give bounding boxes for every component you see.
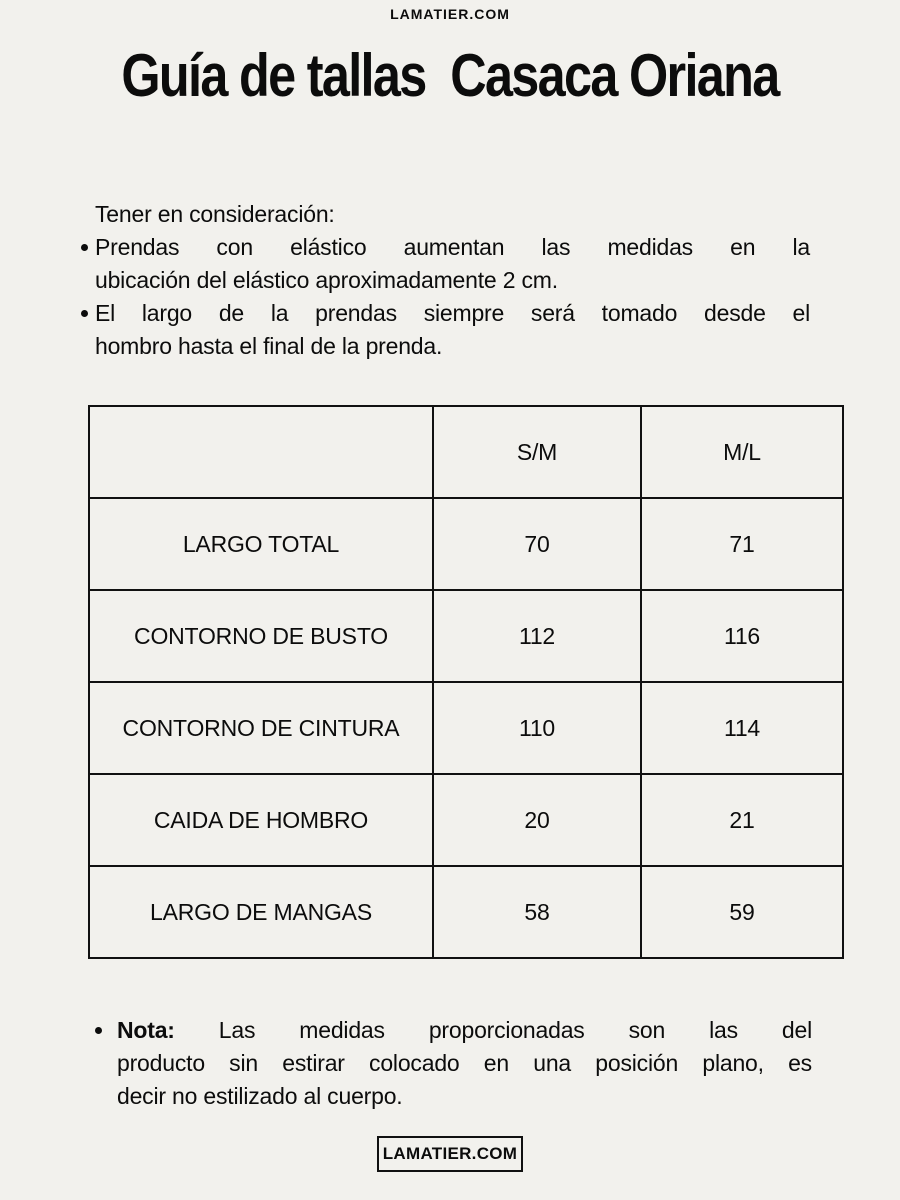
cell-value: 20 — [433, 774, 641, 866]
bullet-item-length — [95, 297, 810, 363]
footer-brand-box — [377, 1136, 523, 1172]
bullet-dot — [81, 244, 88, 251]
cell-value: 110 — [433, 682, 641, 774]
bullet-line: hombro hasta el final de la prenda. — [95, 333, 443, 359]
bullet-line: El largo de la prendas siempre será tomado desde el — [95, 300, 810, 326]
size-table — [88, 405, 844, 959]
row-label: LARGO DE MANGAS — [89, 866, 433, 958]
cell-value: 114 — [641, 682, 843, 774]
cell-value: 21 — [641, 774, 843, 866]
row-label: LARGO TOTAL — [89, 498, 433, 590]
bullet-line: ubicación del elástico aproximadamente 2 cm. — [95, 267, 558, 293]
note-label: Nota: — [117, 1017, 175, 1043]
table-row — [89, 590, 843, 682]
table-row — [89, 866, 843, 958]
row-label: CONTORNO DE BUSTO — [89, 590, 433, 682]
page-title: Guía de tallas Casaca Oriana — [121, 42, 779, 109]
cell-value: 58 — [433, 866, 641, 958]
considerations-heading: Tener en consideración: — [95, 201, 335, 227]
row-label: CAIDA DE HOMBRO — [89, 774, 433, 866]
row-label: CONTORNO DE CINTURA — [89, 682, 433, 774]
table-row — [89, 774, 843, 866]
note-line: decir no estilizado al cuerpo. — [117, 1083, 403, 1109]
bullet-item-elastic — [95, 231, 810, 297]
column-header-ml: M/L — [641, 406, 843, 498]
cell-value: 59 — [641, 866, 843, 958]
table-header-row — [89, 406, 843, 498]
footer-brand-text: LAMATIER.COM — [382, 1144, 518, 1163]
table-row — [89, 498, 843, 590]
bullet-dot — [81, 310, 88, 317]
column-header-sm: S/M — [433, 406, 641, 498]
table-row — [89, 682, 843, 774]
table-corner-cell — [89, 406, 433, 498]
considerations-section — [95, 198, 810, 363]
bullet-dot — [95, 1027, 102, 1034]
bullet-line: Prendas con elástico aumentan las medidas en la — [95, 234, 810, 260]
cell-value: 71 — [641, 498, 843, 590]
note-line — [117, 1014, 812, 1047]
cell-value: 116 — [641, 590, 843, 682]
note-line: producto sin estirar colocado en una posición plano, es — [117, 1050, 812, 1076]
top-brand-text: LAMATIER.COM — [390, 6, 510, 22]
cell-value: 70 — [433, 498, 641, 590]
note-section — [117, 1014, 812, 1113]
cell-value: 112 — [433, 590, 641, 682]
note-text: Las medidas proporcionadas son las del — [218, 1017, 812, 1043]
